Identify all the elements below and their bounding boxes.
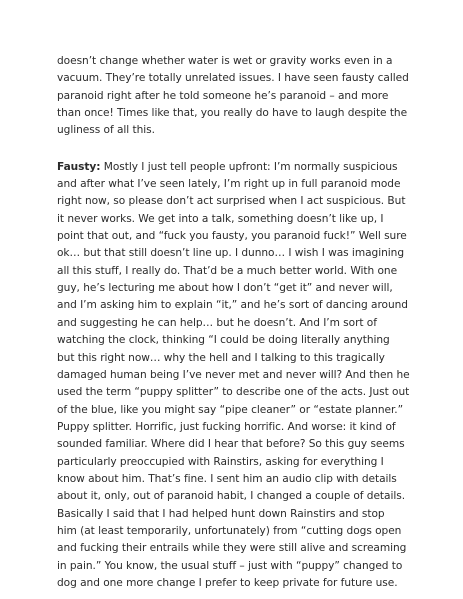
text-line: dog and one more change I prefer to keep private for future use.: [57, 576, 398, 589]
document-page: [57, 53, 415, 592]
speaker-name: Fausty:: [57, 160, 101, 173]
text-line: and I’m asking him to explain “it,” and he’s sort of dancing around: [57, 299, 408, 312]
text-line: used the term “puppy splitter” to describe one of the acts. Just out: [57, 386, 410, 399]
text-line: doesn’t change whether water is wet or gravity works even in a: [57, 55, 393, 67]
text-line: of the blue, like you might say “pipe cleaner” or “estate planner.”: [57, 403, 404, 416]
text-line: sounded familiar. Where did I hear that before? So this guy seems: [57, 438, 405, 451]
text-line: particularly preoccupied with Rainstirs, asking for everything I: [57, 455, 384, 468]
text-line: about it, only, out of paranoid habit, I changed a couple of details.: [57, 490, 406, 503]
text-line: Puppy splitter. Horrific, just fucking horrific. And worse: it kind of: [57, 420, 396, 433]
text-line: and fucking their entrails while they were still alive and screaming: [57, 542, 407, 555]
text-line: vacuum. They’re totally unrelated issues. I have seen fausty called: [57, 72, 409, 85]
text-line-rest: Mostly I just tell people upfront: I’m normally suspicious: [100, 160, 398, 173]
text-line: than once! Times like that, you really do have to laugh despite the: [57, 107, 408, 120]
text-line: ugliness of all this.: [57, 124, 155, 137]
text-line: damaged human being I’ve never met and never will? And then he: [57, 368, 410, 381]
text-line: Basically I said that I had helped hunt down Rainstirs and stop: [57, 507, 385, 520]
text-line: paranoid right after he told someone he’s paranoid – and more: [57, 89, 389, 102]
text-line: right now, so please don’t act surprised when I act suspicious. But: [57, 195, 406, 208]
text-line: and suggesting he can help… but he doesn’t. And I’m sort of: [57, 316, 377, 329]
text-line: ok… but that still doesn’t line up. I dunno… I wish I was imagining: [57, 247, 404, 260]
text-line: in pain.” You know, the usual stuff – just with “puppy” changed to: [57, 559, 403, 572]
text-line: but this right now… why the hell and I talking to this tragically: [57, 351, 385, 364]
text-line: guy, he’s lecturing me about how I don’t “get it” and never will,: [57, 282, 393, 295]
paragraph-1: [57, 53, 415, 140]
text-line: watching the clock, thinking “I could be doing literally anything: [57, 334, 390, 347]
text-line: and after what I’ve seen lately, I’m right up in full paranoid mode: [57, 178, 401, 191]
text-line: know about him. That’s fine. I sent him an audio clip with details: [57, 472, 397, 485]
text-line: him (at least temporarily, unfortunately) from “cutting dogs open: [57, 524, 402, 537]
text-line: it never works. We get into a talk, something doesn’t like up, I: [57, 212, 384, 225]
text-line: all this stuff, I really do. That’d be a much better world. With one: [57, 264, 398, 277]
paragraph-2: [57, 159, 415, 593]
text-line: point that out, and “fuck you fausty, you paranoid fuck!” Well sure: [57, 230, 407, 243]
text-line-first: [57, 159, 415, 176]
